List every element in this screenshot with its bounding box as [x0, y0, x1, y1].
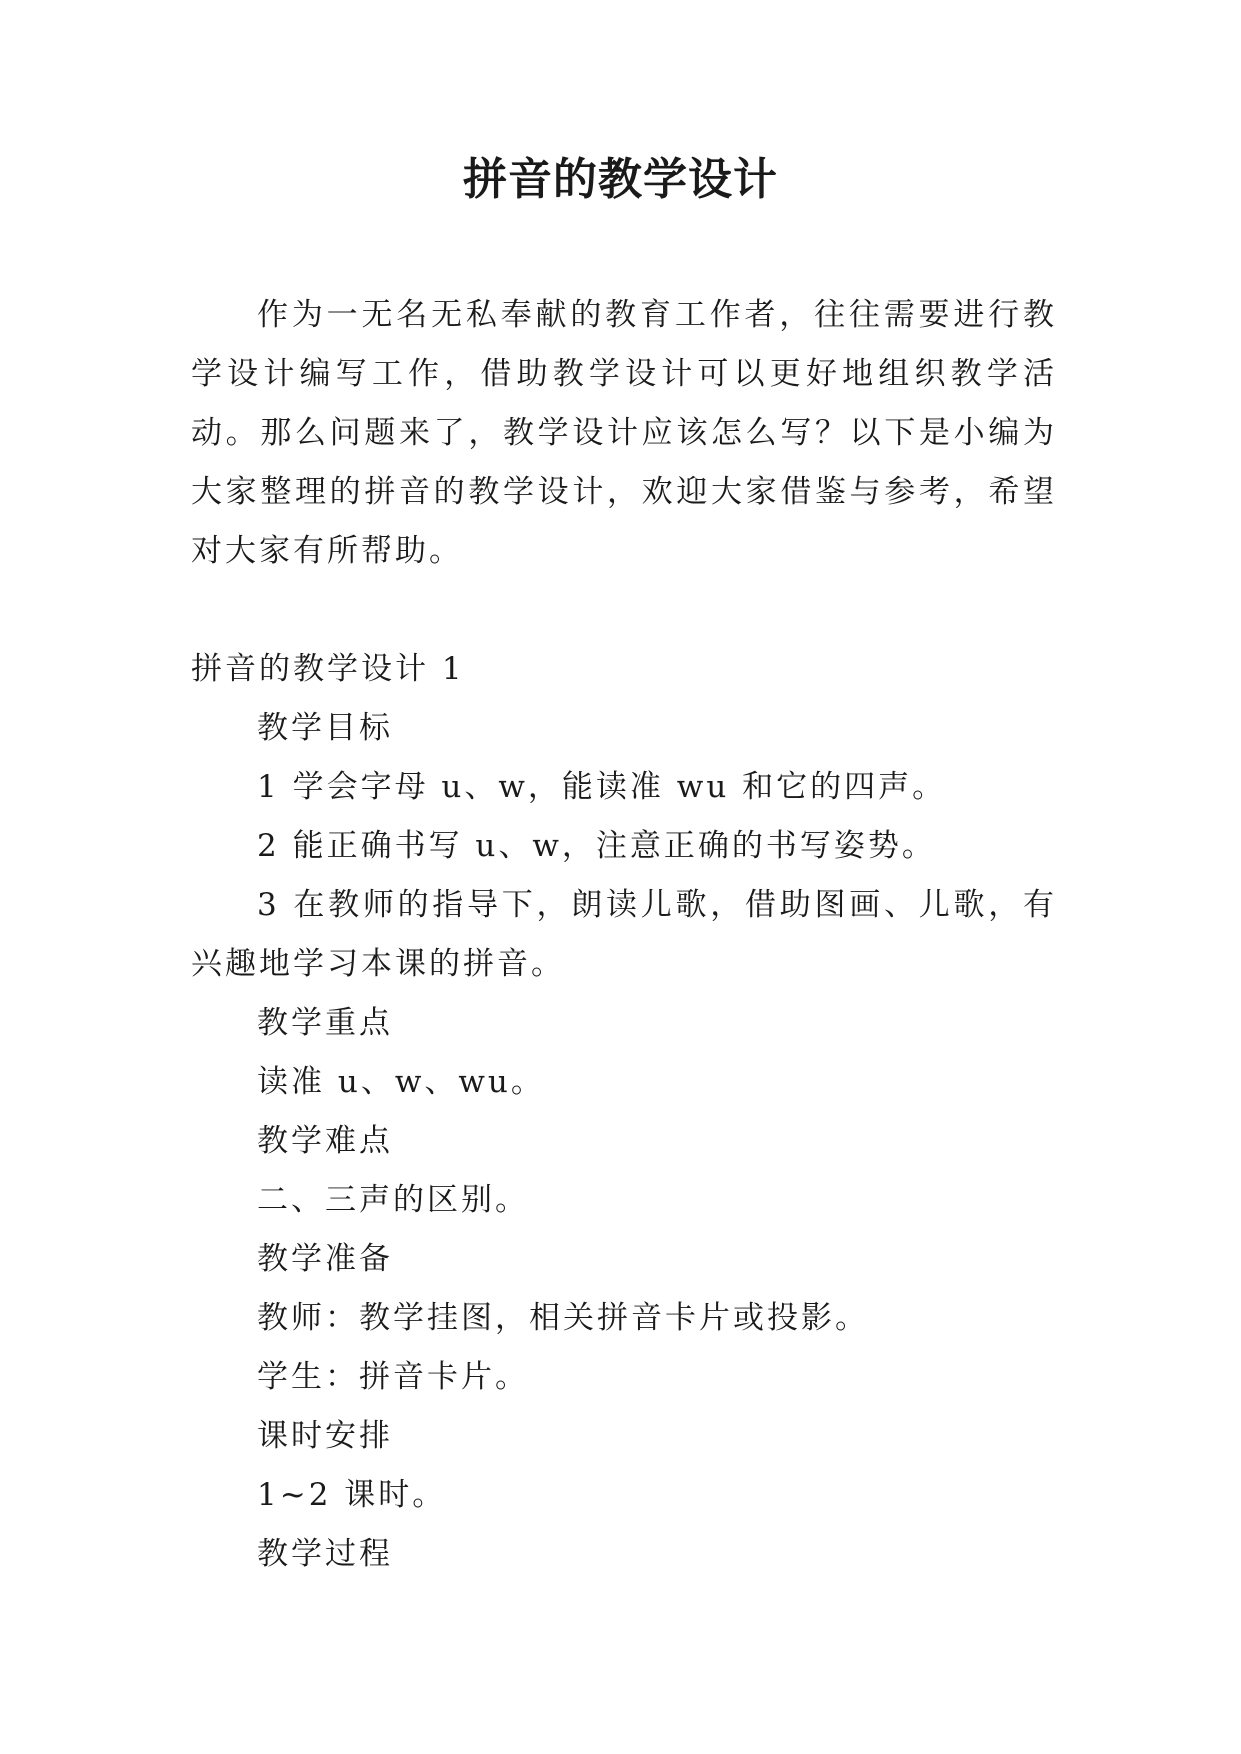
- document-title: 拼音的教学设计: [463, 154, 778, 205]
- preparation-label: 教学准备: [257, 1241, 393, 1277]
- goal-item-3: 3 在教师的指导下，朗读儿歌，借助图画、儿歌，有兴趣地学习本课的拼音。: [191, 887, 1057, 982]
- section-1: [191, 640, 1057, 1584]
- difficulty-label: 教学难点: [257, 1123, 393, 1159]
- goal-item-1: 1 学会字母 u、w，能读准 wu 和它的四声。: [257, 769, 947, 805]
- process-label: 教学过程: [257, 1536, 393, 1572]
- preparation-student: 学生：拼音卡片。: [257, 1359, 529, 1395]
- intro-paragraph: 作为一无名无私奉献的教育工作者，往往需要进行教学设计编写工作，借助教学设计可以更好地组织教学活动。那么问题来了，教学设计应该怎么写？以下是小编为大家整理的拼音的教学设计，欢迎大家借鉴与参考，希望对大家有所帮助。: [191, 297, 1057, 569]
- schedule-text: 1~2 课时。: [257, 1477, 447, 1513]
- goal-item-2: 2 能正确书写 u、w，注意正确的书写姿势。: [257, 828, 936, 864]
- difficulty-text: 二、三声的区别。: [257, 1182, 529, 1218]
- key-point-label: 教学重点: [257, 1005, 393, 1041]
- schedule-label: 课时安排: [257, 1418, 393, 1454]
- section-heading: 拼音的教学设计 1: [191, 651, 465, 687]
- key-point-text: 读准 u、w、wu。: [257, 1064, 545, 1100]
- goals-label: 教学目标: [257, 710, 393, 746]
- preparation-teacher: 教师：教学挂图，相关拼音卡片或投影。: [257, 1300, 869, 1336]
